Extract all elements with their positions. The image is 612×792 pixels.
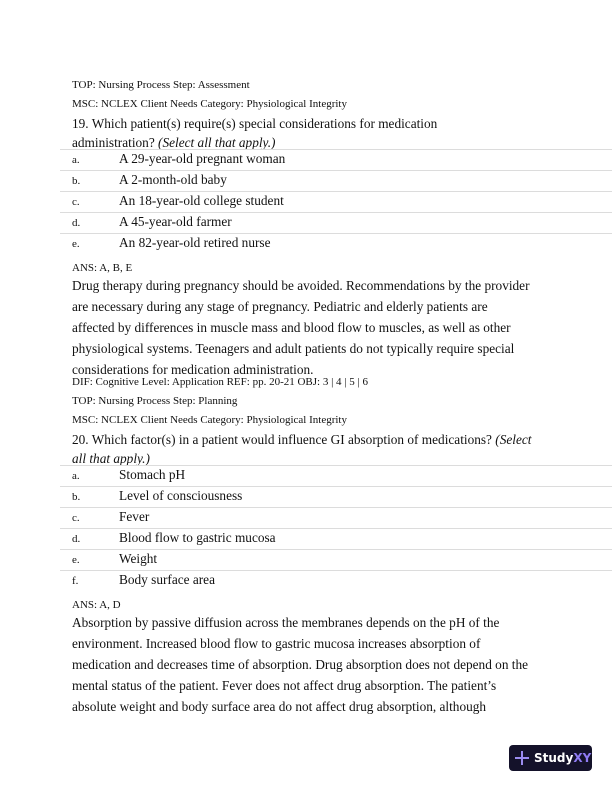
- rationale-line: mental status of the patient. Fever does not affect drug absorption. The patient’s: [72, 678, 497, 693]
- option-letter: f.: [72, 575, 79, 587]
- brand-name-part2: XY: [573, 751, 592, 765]
- rationale-line: environment. Increased blood flow to gastric mucosa increases absorption of: [72, 636, 481, 651]
- option-letter: a.: [72, 470, 80, 482]
- rationale-line: considerations for medication administration.: [72, 362, 314, 377]
- q20-option-e: [60, 549, 612, 571]
- prev-topic: TOP: Nursing Process Step: Assessment: [72, 79, 250, 91]
- option-letter: a.: [72, 154, 80, 166]
- q19-option-c: [60, 191, 612, 213]
- q20-option-a: [60, 465, 612, 487]
- option-letter: e.: [72, 554, 80, 566]
- brand-name-part1: Study: [534, 751, 574, 765]
- q19-option-d: [60, 212, 612, 234]
- q19-difficulty: DIF: Cognitive Level: Application REF: pp. 20-21 OBJ: 3 | 4 | 5 | 6: [72, 376, 368, 388]
- q19-option-a: [60, 149, 612, 171]
- rationale-line: Absorption by passive diffusion across the membranes depends on the pH of the: [72, 615, 500, 630]
- option-letter: c.: [72, 196, 80, 208]
- option-text: Level of consciousness: [119, 488, 243, 503]
- prev-msc: MSC: NCLEX Client Needs Category: Physiological Integrity: [72, 98, 347, 110]
- q19-stem-text: administration?: [72, 135, 155, 150]
- option-text: Fever: [119, 509, 150, 524]
- plus-icon: [515, 751, 529, 765]
- option-letter: e.: [72, 238, 80, 250]
- q20-option-d: [60, 528, 612, 550]
- option-letter: d.: [72, 217, 81, 229]
- rationale-line: Drug therapy during pregnancy should be avoided. Recommendations by the provider: [72, 278, 530, 293]
- option-letter: b.: [72, 491, 81, 503]
- q20-instruction-part1: (Select: [495, 432, 532, 447]
- rationale-line: are necessary during any stage of pregnancy. Pediatric and elderly patients are: [72, 299, 488, 314]
- q19-stem-line1: 19. Which patient(s) require(s) special considerations for medication: [72, 116, 438, 131]
- q19-msc: MSC: NCLEX Client Needs Category: Physiological Integrity: [72, 414, 347, 426]
- option-text: Weight: [119, 551, 158, 566]
- studyxy-badge[interactable]: [509, 745, 592, 771]
- q19-topic: TOP: Nursing Process Step: Planning: [72, 395, 238, 407]
- q20-instruction-part2: all that apply.): [72, 451, 150, 466]
- q20-answer: ANS: A, D: [72, 599, 121, 611]
- rationale-line: physiological systems. Teenagers and adult patients do not typically require special: [72, 341, 515, 356]
- q20-option-c: [60, 507, 612, 529]
- q20-option-b: [60, 486, 612, 508]
- option-text: A 45-year-old farmer: [119, 214, 232, 229]
- option-text: Body surface area: [119, 572, 215, 587]
- rationale-line: medication and decreases time of absorption. Drug absorption does not depend on the: [72, 657, 529, 672]
- option-text: An 18-year-old college student: [119, 193, 284, 208]
- option-letter: d.: [72, 533, 81, 545]
- option-text: Stomach pH: [119, 467, 186, 482]
- q20-stem-line1: [72, 432, 531, 448]
- option-text: An 82-year-old retired nurse: [119, 235, 271, 250]
- q19-option-b: [60, 170, 612, 192]
- q20-rationale: [72, 612, 542, 717]
- q19-rationale: [72, 275, 542, 380]
- option-letter: b.: [72, 175, 81, 187]
- q19-answer: ANS: A, B, E: [72, 262, 133, 274]
- option-letter: c.: [72, 512, 80, 524]
- q19-option-e: [60, 233, 612, 255]
- rationale-line: absolute weight and body surface area do not affect drug absorption, although: [72, 699, 487, 714]
- q20-stem-text: 20. Which factor(s) in a patient would influence GI absorption of medications?: [72, 432, 492, 447]
- rationale-line: affected by differences in muscle mass and blood flow to muscles, as well as other: [72, 320, 511, 335]
- option-text: A 2-month-old baby: [119, 172, 227, 187]
- q20-option-f: [60, 570, 612, 592]
- option-text: Blood flow to gastric mucosa: [119, 530, 276, 545]
- q19-instruction: (Select all that apply.): [158, 135, 276, 150]
- option-text: A 29-year-old pregnant woman: [119, 151, 286, 166]
